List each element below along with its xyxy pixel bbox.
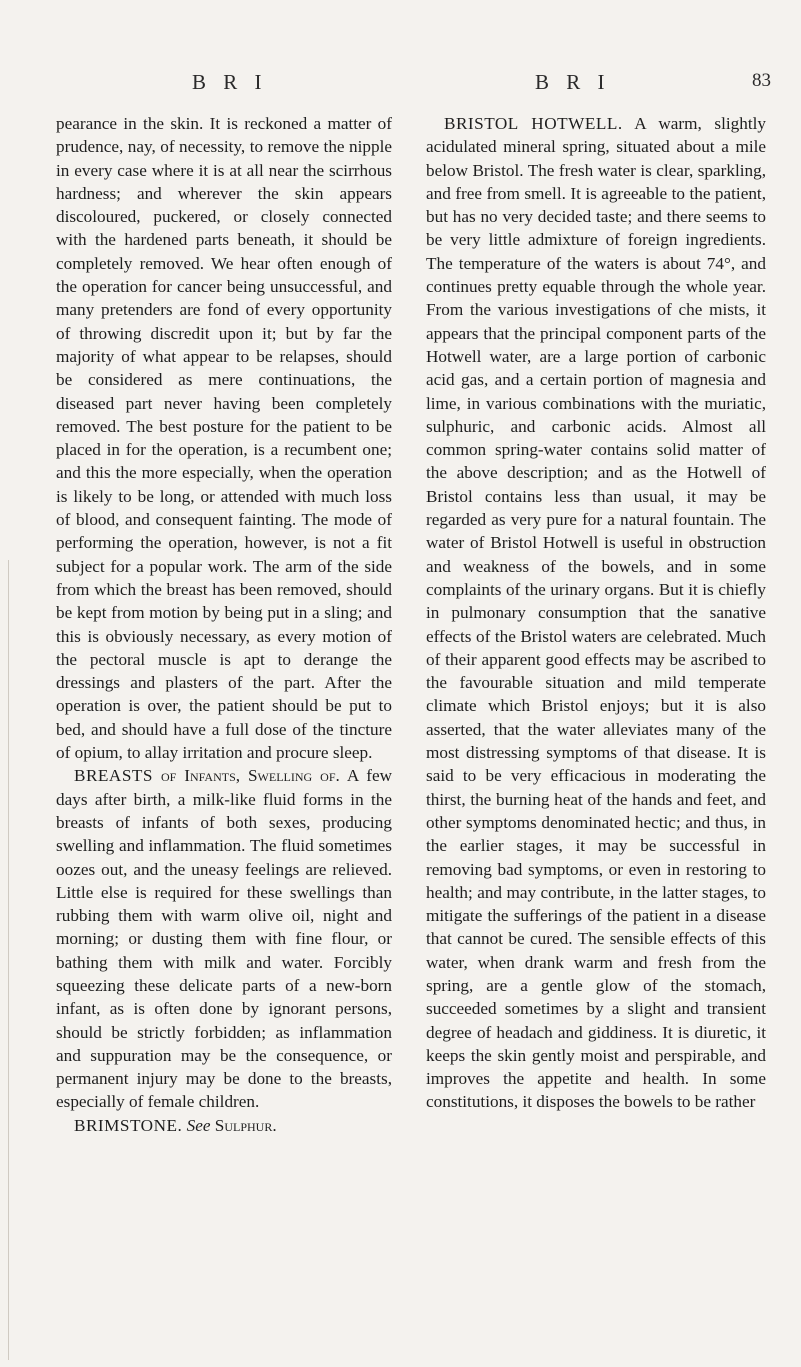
see-reference-label: See: [186, 1115, 211, 1135]
left-column: [56, 112, 392, 1137]
page-number: 83: [752, 70, 771, 91]
entry-headword: BRIMSTONE.: [74, 1115, 183, 1135]
margin-shadow: [8, 560, 9, 1360]
entry-subhead: of Infants, Swelling of.: [160, 766, 340, 786]
right-column: [426, 112, 766, 1114]
entry-text: A few days after birth, a milk-like fluid forms in the breasts of infants of both sexes, producing swelling and inflammation. The fluid sometimes oozes out, and the uneasy feelings are relieved. Little else is required for these swellings than rubbing them with warm olive oil, night and morning; or dusting them with fine flour, or bathing them with milk and water. Forcibly squeezing these delicate parts of a new-born infant, as is often done by ignorant persons, should be strictly forbidden; as inflammation and suppuration may be the consequence, or permanent injury may be done to the breasts, especially of female children.: [56, 766, 392, 1112]
entry-breasts: [56, 764, 392, 1113]
entry-headword: BRISTOL HOTWELL.: [444, 114, 623, 133]
left-running-head: B R I: [192, 70, 268, 94]
cross-reference-link: Sulphur.: [214, 1115, 277, 1135]
right-running-head: B R I: [535, 70, 611, 94]
entry-brimstone: [56, 1114, 392, 1137]
entry-headword: BREASTS: [74, 766, 153, 786]
entry-bristol-hotwell: [426, 112, 766, 1114]
entry-text: A warm, slightly acidulated mineral spring, situated about a mile below Bristol. The fresh water is clear, sparkling, and free from smell. It is agreeable to the patient, but has no very decided taste; and there seems to be very little admixture of foreign ingredients. The temperature of the waters is about 74°, and continues pretty equable through the whole year. From the various investigations of che mists, it appears that the principal component parts of the Hotwell water, are a large portion of carbonic acid gas, and a certain portion of magnesia and lime, in various combinations with the muriatic, sulphuric, and carbonic acids. Almost all common spring-water contains solid matter of the above description; and as the Hotwell of Bristol contains less than usual, it may be regarded as very pure for a natural fountain. The water of Bristol Hotwell is useful in obstruction and weakness of the bowels, and in some complaints of the urinary organs. But it is chiefly in pulmonary consumption that the sanative effects of the Bristol waters are celebrated. Much of their apparent good effects may be ascribed to the favourable situation and mild temperate climate which Bristol enjoys; but it is also asserted, that the water alleviates many of the most distressing symptoms of that disease. It is said to be very efficacious in moderating the thirst, the burning heat of the hands and feet, and other symptoms denominated hectic; and thus, in the earlier stages, it may be successful in removing bad symptoms, or even in restoring to health; and may contribute, in the latter stages, to mitigate the sufferings of the patient in a disease that cannot be cured. The sensible effects of this water, when drank warm and fresh from the spring, are a gentle glow of the stomach, succeeded sometimes by a slight and transient degree of headach and giddiness. It is diuretic, it keeps the skin gently moist and perspirable, and improves the appetite and health. In some constitutions, it disposes the bowels to be rather: [426, 114, 766, 1112]
continuation-paragraph: pearance in the skin. It is reckoned a matter of prudence, nay, of necessity, to remove the nipple in every case where it is at all near the scirrhous hardness; and wherever the skin appears discoloured, puckered, or closely connected with the hardened parts beneath, it should be completely removed. We hear often enough of the operation for cancer being unsuccessful, and many pretenders are fond of every opportunity of throwing discredit upon it; but by far the majority of what appear to be relapses, should be considered as mere continuations, the diseased part never having been completely removed. The best posture for the patient to be placed in for the operation, is a recumbent one; and this the more especially, when the operation is likely to be long, or attended with much loss of blood, and consequent fainting. The mode of performing the operation, however, is not a fit subject for a popular work. The arm of the side from which the breast has been removed, should be kept from motion by being put in a sling; and this is obviously necessary, as every motion of the pectoral muscle is apt to derange the dressings and plasters of the part. After the operation is over, the patient should be put to bed, and should have a full dose of the tincture of opium, to allay irritation and procure sleep.: [56, 114, 392, 763]
